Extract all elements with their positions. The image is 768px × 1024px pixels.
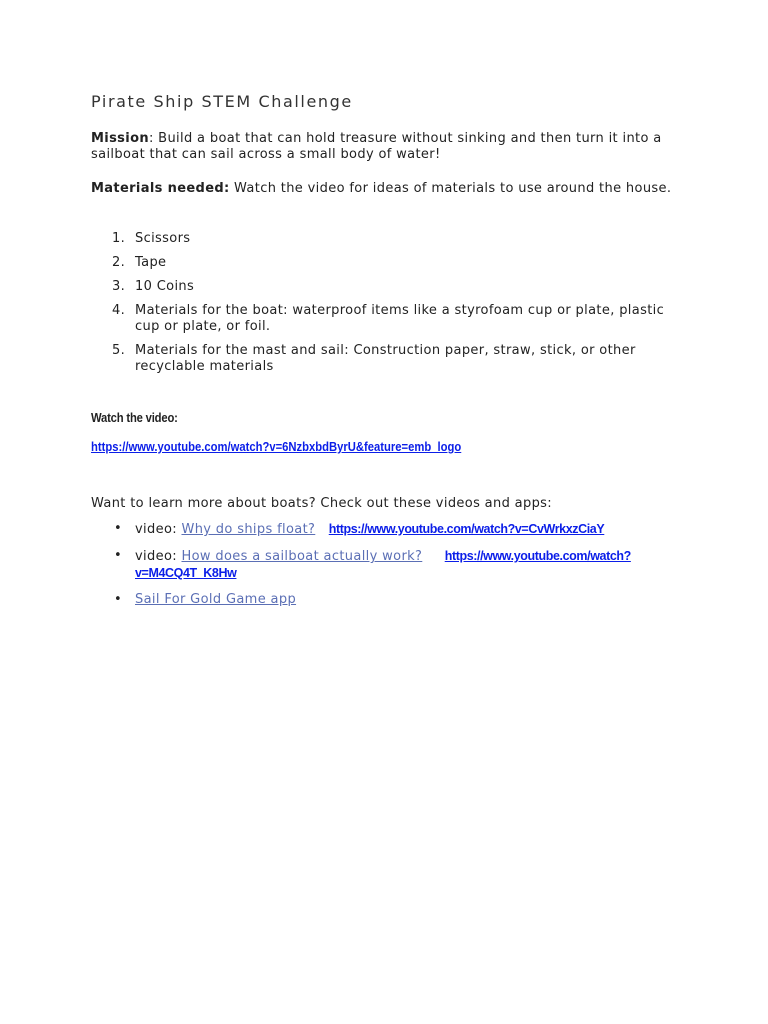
video-url-link[interactable]: https://www.youtube.com/watch?v=6NzbxbdByrU&feature=emb_logo: [91, 440, 462, 454]
more-list: [91, 521, 691, 608]
mission-paragraph: [91, 131, 691, 163]
item-prefix: video:: [135, 522, 182, 537]
list-item: [91, 548, 691, 582]
list-number: 5.: [112, 343, 126, 358]
bullet-icon: •: [114, 592, 123, 607]
sail-for-gold-link[interactable]: Sail For Gold Game app: [135, 592, 297, 607]
materials-text: Watch the video for ideas of materials to use around the house.: [229, 181, 672, 196]
list-item: [91, 343, 691, 375]
mission-label: Mission: [91, 131, 149, 146]
watch-video-heading: Watch the video:: [91, 411, 178, 425]
list-number: 3.: [112, 279, 126, 294]
materials-paragraph: [91, 181, 691, 197]
list-number: 1.: [112, 231, 126, 246]
list-item-text: Materials for the boat: waterproof items like a styrofoam cup or plate, plastic cup or plate, or foil.: [135, 303, 665, 334]
list-item-text: Materials for the mast and sail: Construction paper, straw, stick, or other recyclable materials: [135, 343, 636, 374]
page-title: Pirate Ship STEM Challenge: [91, 92, 353, 111]
sailboat-work-link[interactable]: How does a sailboat actually work?: [181, 549, 423, 564]
more-intro: Want to learn more about boats? Check out these videos and apps:: [91, 496, 553, 511]
item-prefix: video:: [135, 549, 182, 564]
bullet-icon: •: [114, 548, 123, 563]
list-number: 4.: [112, 303, 126, 318]
list-item: [91, 521, 691, 538]
list-number: 2.: [112, 255, 126, 270]
list-item: [91, 592, 691, 608]
materials-list: [91, 231, 691, 375]
list-item: [91, 231, 691, 247]
list-item: [91, 255, 691, 271]
list-item-text: Scissors: [135, 231, 191, 246]
list-item: [91, 303, 691, 335]
list-item: [91, 279, 691, 295]
list-item-text: Tape: [135, 255, 167, 270]
sailboat-work-url[interactable]: https://www.youtube.com/watch?v=M4CQ4T_K8Hw: [135, 549, 631, 580]
why-ships-float-url[interactable]: https://www.youtube.com/watch?v=CvWrkxzCiaY: [328, 522, 605, 536]
bullet-icon: •: [114, 521, 123, 536]
list-item-text: 10 Coins: [135, 279, 195, 294]
why-ships-float-link[interactable]: Why do ships float?: [181, 522, 316, 537]
materials-label: Materials needed:: [91, 181, 230, 196]
mission-text: : Build a boat that can hold treasure without sinking and then turn it into a sailboat that can sail across a small body of water!: [91, 131, 662, 162]
